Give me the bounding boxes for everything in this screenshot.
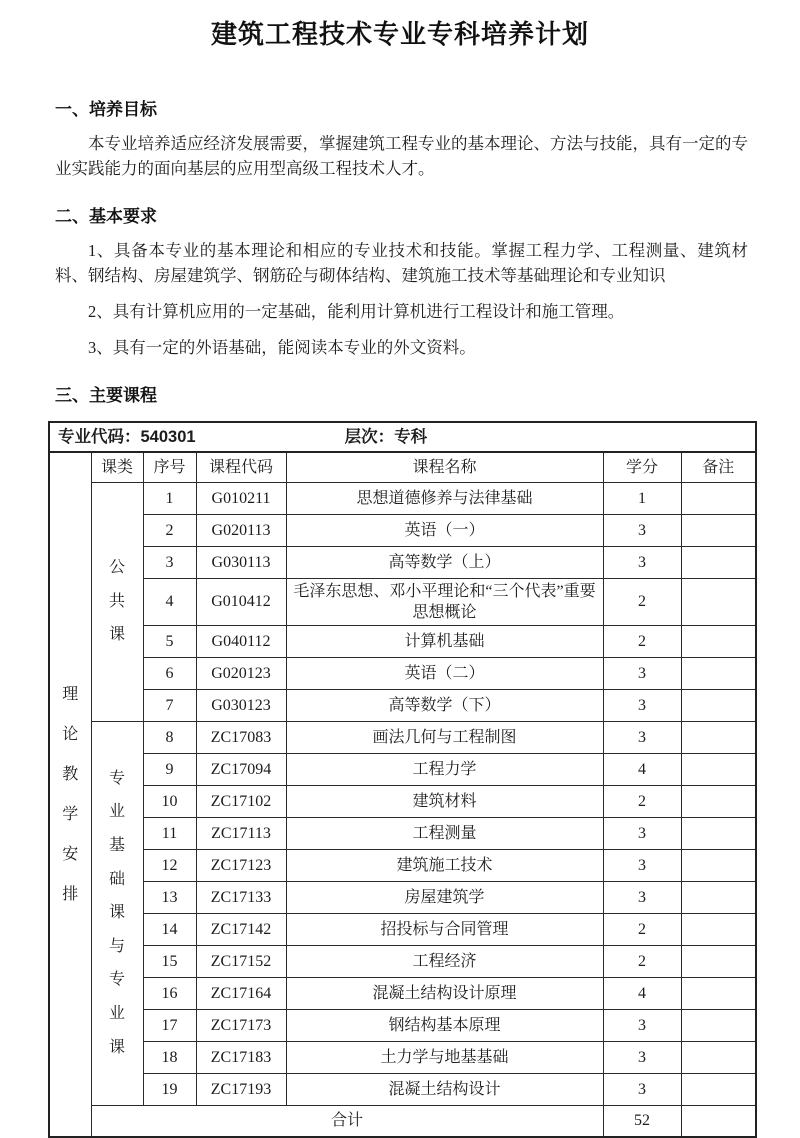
cell-name: 计算机基础 [286, 625, 603, 657]
cell-no: 5 [143, 625, 196, 657]
cell-note [681, 721, 756, 753]
requirement-item-1: 1、具备本专业的基本理论和相应的专业技术和技能。掌握工程力学、工程测量、建筑材料、钢结构、房屋建筑学、钢筋砼与砌体结构、建筑施工技术等基础理论和专业知识 [55, 241, 748, 285]
cell-name: 建筑材料 [286, 785, 603, 817]
table-row [49, 657, 756, 689]
goals-paragraph: 本专业培养适应经济发展需要，掌握建筑工程专业的基本理论、方法与技能，具有一定的专业实践能力的面向基层的应用型高级工程技术人才。 [55, 134, 748, 178]
cell-code: G030113 [196, 546, 286, 578]
cell-note [681, 578, 756, 625]
cell-code: ZC17152 [196, 945, 286, 977]
page-title: 建筑工程技术专业专科培养计划 [210, 19, 589, 49]
cell-name: 毛泽东思想、邓小平理论和“三个代表”重要思想概论 [286, 578, 603, 625]
cell-note [681, 849, 756, 881]
cell-note [681, 1073, 756, 1105]
cell-code: G030123 [196, 689, 286, 721]
table-row [49, 849, 756, 881]
cell-code: ZC17133 [196, 881, 286, 913]
cell-no: 19 [143, 1073, 196, 1105]
cell-credits: 3 [603, 657, 681, 689]
course-category-cell [91, 721, 143, 1105]
table-row [49, 514, 756, 546]
cell-no: 13 [143, 881, 196, 913]
table-row [49, 1009, 756, 1041]
table-total-row [49, 1105, 756, 1137]
cell-credits: 4 [603, 753, 681, 785]
cell-note [681, 945, 756, 977]
cell-no: 17 [143, 1009, 196, 1041]
major-code: 专业代码：540301 [58, 427, 196, 446]
table-meta-row [49, 422, 756, 452]
course-category-cell [91, 482, 143, 721]
table-row [49, 546, 756, 578]
cell-credits: 2 [603, 625, 681, 657]
cell-no: 6 [143, 657, 196, 689]
requirement-item-2: 2、具有计算机应用的一定基础，能利用计算机进行工程设计和施工管理。 [88, 302, 625, 321]
cell-no: 4 [143, 578, 196, 625]
cell-no: 8 [143, 721, 196, 753]
col-header-name: 课程名称 [286, 452, 603, 482]
cell-name: 高等数学（下） [286, 689, 603, 721]
table-row [49, 578, 756, 625]
cell-no: 11 [143, 817, 196, 849]
cell-name: 建筑施工技术 [286, 849, 603, 881]
cell-no: 10 [143, 785, 196, 817]
document-body [55, 95, 748, 406]
cell-name: 钢结构基本原理 [286, 1009, 603, 1041]
total-credits: 52 [603, 1105, 681, 1137]
cell-note [681, 625, 756, 657]
cell-credits: 3 [603, 721, 681, 753]
cell-note [681, 689, 756, 721]
cell-code: G020113 [196, 514, 286, 546]
cell-credits: 1 [603, 482, 681, 514]
program-level: 层次：专科 [344, 427, 428, 446]
cell-code: G020123 [196, 657, 286, 689]
cell-code: ZC17102 [196, 785, 286, 817]
document-page [0, 14, 800, 1130]
cell-note [681, 514, 756, 546]
cell-code: ZC17183 [196, 1041, 286, 1073]
cell-name: 画法几何与工程制图 [286, 721, 603, 753]
course-table [48, 421, 757, 1138]
cell-code: ZC17164 [196, 977, 286, 1009]
table-row [49, 785, 756, 817]
section-heading-goals: 一、培养目标 [55, 100, 157, 119]
cell-code: ZC17193 [196, 1073, 286, 1105]
cell-name: 高等数学（上） [286, 546, 603, 578]
table-row [49, 913, 756, 945]
cell-note [681, 1041, 756, 1073]
col-header-number: 序号 [143, 452, 196, 482]
cell-name: 工程测量 [286, 817, 603, 849]
cell-credits: 3 [603, 1073, 681, 1105]
table-row [49, 817, 756, 849]
requirement-item-3: 3、具有一定的外语基础，能阅读本专业的外文资料。 [88, 338, 476, 357]
cell-code: ZC17173 [196, 1009, 286, 1041]
cell-code: ZC17142 [196, 913, 286, 945]
cell-name: 英语（一） [286, 514, 603, 546]
col-header-category: 课类 [91, 452, 143, 482]
table-row [49, 721, 756, 753]
cell-no: 18 [143, 1041, 196, 1073]
cell-credits: 3 [603, 817, 681, 849]
cell-credits: 2 [603, 913, 681, 945]
cell-note [681, 1009, 756, 1041]
cell-note [681, 546, 756, 578]
cell-credits: 2 [603, 785, 681, 817]
cell-no: 16 [143, 977, 196, 1009]
table-row [49, 625, 756, 657]
cell-no: 9 [143, 753, 196, 785]
cell-name: 招投标与合同管理 [286, 913, 603, 945]
table-meta-cell [49, 422, 756, 452]
cell-note [681, 977, 756, 1009]
section-heading-courses: 三、主要课程 [55, 386, 157, 405]
table-header-row [49, 452, 756, 482]
cell-name: 房屋建筑学 [286, 881, 603, 913]
table-row [49, 1041, 756, 1073]
cell-code: ZC17094 [196, 753, 286, 785]
cell-credits: 3 [603, 689, 681, 721]
col-header-note: 备注 [681, 452, 756, 482]
cell-code: G040112 [196, 625, 286, 657]
cell-no: 15 [143, 945, 196, 977]
cell-credits: 2 [603, 578, 681, 625]
table-row [49, 945, 756, 977]
total-note [681, 1105, 756, 1137]
cell-note [681, 785, 756, 817]
cell-no: 3 [143, 546, 196, 578]
cell-code: G010412 [196, 578, 286, 625]
cell-note [681, 482, 756, 514]
cell-no: 2 [143, 514, 196, 546]
cell-no: 14 [143, 913, 196, 945]
cell-code: ZC17113 [196, 817, 286, 849]
cell-credits: 3 [603, 1009, 681, 1041]
table-row [49, 482, 756, 514]
course-category-label: 专业基础课与专业课 [108, 769, 125, 1056]
cell-name: 土力学与地基基础 [286, 1041, 603, 1073]
cell-code: ZC17123 [196, 849, 286, 881]
cell-no: 12 [143, 849, 196, 881]
cell-name: 混凝土结构设计原理 [286, 977, 603, 1009]
cell-no: 7 [143, 689, 196, 721]
cell-note [681, 817, 756, 849]
table-row [49, 881, 756, 913]
col-header-credits: 学分 [603, 452, 681, 482]
cell-credits: 3 [603, 1041, 681, 1073]
cell-credits: 3 [603, 881, 681, 913]
cell-name: 混凝土结构设计 [286, 1073, 603, 1105]
cell-name: 英语（二） [286, 657, 603, 689]
cell-name: 工程力学 [286, 753, 603, 785]
cell-code: G010211 [196, 482, 286, 514]
cell-note [681, 657, 756, 689]
cell-name: 思想道德修养与法律基础 [286, 482, 603, 514]
cell-credits: 3 [603, 546, 681, 578]
table-row [49, 689, 756, 721]
table-row [49, 1073, 756, 1105]
cell-no: 1 [143, 482, 196, 514]
cell-credits: 3 [603, 514, 681, 546]
side-label-cell [49, 452, 91, 1137]
cell-name: 工程经济 [286, 945, 603, 977]
table-row [49, 977, 756, 1009]
cell-note [681, 753, 756, 785]
col-header-code: 课程代码 [196, 452, 286, 482]
cell-code: ZC17083 [196, 721, 286, 753]
table-row [49, 753, 756, 785]
total-label: 合计 [91, 1105, 603, 1137]
course-category-label: 公共课 [108, 559, 125, 644]
cell-credits: 2 [603, 945, 681, 977]
cell-note [681, 913, 756, 945]
cell-credits: 3 [603, 849, 681, 881]
cell-note [681, 881, 756, 913]
cell-credits: 4 [603, 977, 681, 1009]
side-label: 理论教学安排 [62, 685, 79, 903]
section-heading-requirements: 二、基本要求 [55, 207, 157, 226]
